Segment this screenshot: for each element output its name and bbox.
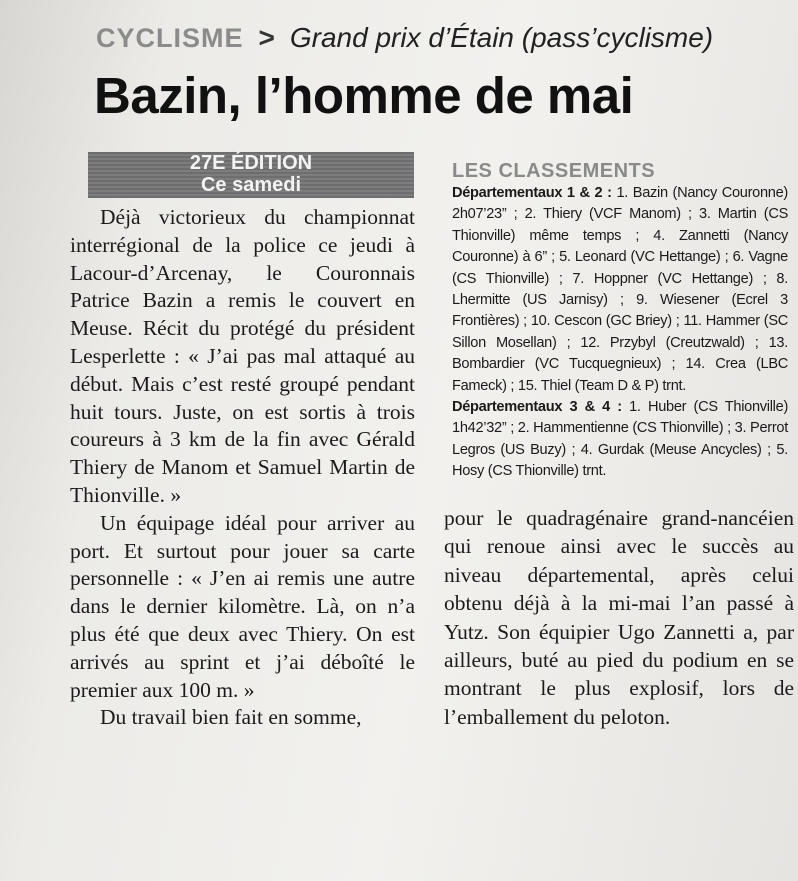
results-group-1 — [452, 183, 788, 397]
article-body-right — [444, 504, 794, 731]
body-paragraph: Du travail bien fait en somme, — [100, 705, 362, 730]
results-group-1-label: Départementaux 1 & 2 : — [452, 185, 612, 201]
article-body-left — [70, 204, 415, 732]
article-subtitle: Grand prix d’Étain (pass’cyclisme) — [289, 22, 714, 53]
article-headline: Bazin, l’homme de mai — [94, 67, 634, 124]
chevron-right-icon: > — [258, 22, 275, 53]
body-paragraph: Déjà victorieux du championnat interrégional de la police ce jeudi à Lacour-d’Arcenay, le Couronnais Patrice Bazin a remis le couvert en Meuse. Récit du protégé du président Lesperlette : « J’ai pas mal attaqué au début. Mais c’est resté groupé pendant huit tours. Juste, on est sortis à trois coureurs à 3 km de la fin avec Gérald Thiery de Manom et Samuel Martin de Thionville. » — [70, 205, 415, 507]
edition-date: Ce samedi — [200, 174, 302, 196]
results-group-2 — [452, 397, 788, 483]
results-group-1-text: 1. Bazin (Nancy Couronne) 2h07’23” ; 2. Thiery (VCF Manom) ; 3. Martin (CS Thionville) même temps ; 4. Zannetti (Nancy Couronne) à 6” ; 5. Leonard (VC Hettange) ; 6. Vagne (CS Thionville) ; 7. Hoppner (VC Hettange) ; 8. Lhermitte (US Jarnisy) ; 9. Wiesener (Ecrel 3 Frontières) ; 10. Cescon (GC Briey) ; 11. Hammer (SC Sillon Mosellan) ; 12. Przybyl (Creutzwald) ; 13. Bombardier (VC Tucquegnieux) ; 14. Crea (LBC Fameck) ; 15. Thiel (Team D & P) trnt. — [452, 185, 788, 394]
body-paragraph: pour le quadragénaire grand-nancéien qui renoue ainsi avec le succès au niveau départemental, après celui obtenu déjà à la mi-mai l’an passé à Yutz. Son équipier Ugo Zannetti a, par ailleurs, buté au pied du podium en se montrant le plus explosif, lors de l’emballement du peloton. — [444, 506, 794, 729]
edition-number: 27E ÉDITION — [189, 152, 313, 174]
rubric-label: CYCLISME — [96, 23, 244, 53]
results-title: LES CLASSEMENTS — [452, 160, 656, 182]
results-block — [452, 183, 788, 483]
results-group-2-text: 1. Huber (CS Thionville) 1h42’32” ; 2. Hammentienne (CS Thionville) ; 3. Perrot Legros (US Buzy) ; 4. Gurdak (Meuse Ancycles) ; 5. Hosy (CS Thionville) trnt. — [452, 399, 789, 480]
article-kicker — [96, 20, 713, 57]
edition-infobox — [88, 152, 414, 198]
results-group-2-label: Départementaux 3 & 4 : — [452, 399, 622, 416]
body-paragraph: Un équipage idéal pour arriver au port. Et surtout pour jouer sa carte personnelle : « J’en ai remis une autre dans le dernier kilomètre. Là, on n’a plus été que deux avec Thiery. On est arrivés au sprint et j’ai déboîté le premier aux 100 m. » — [70, 510, 415, 702]
